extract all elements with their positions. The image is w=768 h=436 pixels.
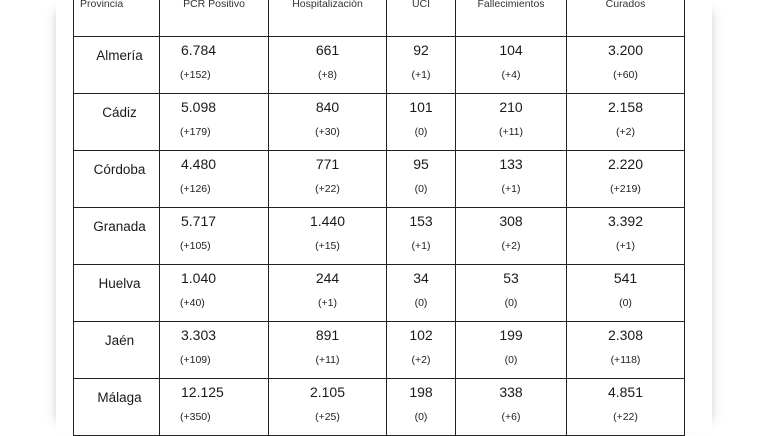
provincia-name: Almería [96, 48, 143, 63]
cell-uci [387, 151, 456, 208]
cell-pcr-positivo [160, 322, 269, 379]
cell-hospitalizacion [269, 37, 387, 94]
cell-provincia [74, 379, 160, 436]
hospitalizacion-change: (+15) [315, 240, 340, 252]
cell-fallecimientos [456, 208, 567, 265]
table-row [74, 37, 685, 94]
fallecimientos-value: 308 [499, 213, 523, 229]
pcr-positivo-change: (+40) [180, 297, 205, 309]
hospitalizacion-value: 244 [315, 270, 340, 286]
curados-value: 3.392 [607, 213, 644, 229]
fallecimientos-value: 53 [503, 270, 519, 286]
uci-change: (+1) [411, 240, 431, 252]
cell-fallecimientos [456, 94, 567, 151]
cell-fallecimientos [456, 322, 567, 379]
fallecimientos-change: (+4) [501, 69, 521, 81]
table-row [74, 265, 685, 322]
cell-curados [567, 208, 685, 265]
table-header-row [74, 0, 685, 37]
curados-change: (0) [619, 297, 632, 309]
fallecimientos-change: (+11) [498, 126, 524, 138]
cell-curados [567, 265, 685, 322]
pcr-positivo-value: 5.098 [181, 99, 217, 115]
cell-hospitalizacion [269, 94, 387, 151]
cell-curados [567, 379, 685, 436]
cell-provincia [74, 322, 160, 379]
cell-curados [567, 37, 685, 94]
pcr-positivo-change: (+179) [180, 126, 211, 138]
hospitalizacion-value: 1.440 [309, 213, 346, 229]
provincia-name: Huelva [98, 276, 141, 291]
uci-change: (0) [414, 126, 428, 138]
provincia-name: Cádiz [102, 105, 137, 120]
hospitalizacion-change: (+11) [315, 354, 340, 366]
hospitalizacion-value: 771 [315, 156, 340, 172]
curados-change: (+118) [610, 354, 641, 366]
pcr-positivo-value: 1.040 [181, 270, 217, 286]
hospitalizacion-change: (+1) [318, 297, 337, 309]
header-provincia: Provincia [74, 0, 160, 37]
hospitalizacion-change: (+25) [315, 411, 340, 423]
hospitalizacion-change: (+22) [315, 183, 340, 195]
fallecimientos-change: (+1) [501, 183, 521, 195]
curados-value: 2.308 [607, 327, 644, 343]
pcr-positivo-change: (+109) [180, 354, 211, 366]
cell-pcr-positivo [160, 37, 269, 94]
pcr-positivo-change: (+350) [180, 411, 211, 423]
table-row [74, 208, 685, 265]
pcr-positivo-change: (+152) [180, 69, 211, 81]
cell-provincia [74, 208, 160, 265]
pcr-positivo-change: (+105) [180, 240, 211, 252]
uci-value: 34 [413, 270, 429, 286]
cell-provincia [74, 151, 160, 208]
cell-pcr-positivo [160, 151, 269, 208]
cell-curados [567, 322, 685, 379]
fallecimientos-value: 338 [499, 384, 523, 400]
cell-fallecimientos [456, 265, 567, 322]
uci-change: (0) [414, 297, 428, 309]
curados-value: 541 [613, 270, 638, 286]
curados-value: 2.220 [607, 156, 644, 172]
cell-hospitalizacion [269, 379, 387, 436]
hospitalizacion-value: 891 [315, 327, 340, 343]
pcr-positivo-value: 12.125 [181, 384, 224, 400]
fallecimientos-value: 133 [499, 156, 523, 172]
hospitalizacion-change: (+30) [315, 126, 340, 138]
cell-uci [387, 94, 456, 151]
provincia-name: Granada [93, 219, 146, 234]
cell-hospitalizacion [269, 208, 387, 265]
curados-change: (+60) [613, 69, 638, 81]
cell-uci [387, 322, 456, 379]
curados-value: 4.851 [607, 384, 644, 400]
uci-value: 102 [409, 327, 433, 343]
cell-provincia [74, 94, 160, 151]
cell-fallecimientos [456, 37, 567, 94]
fallecimientos-value: 210 [499, 99, 523, 115]
fallecimientos-change: (0) [504, 297, 518, 309]
uci-change: (0) [414, 411, 428, 423]
cell-pcr-positivo [160, 208, 269, 265]
curados-value: 2.158 [607, 99, 644, 115]
provincia-name: Córdoba [93, 162, 146, 177]
uci-change: (0) [414, 183, 428, 195]
fallecimientos-value: 104 [499, 42, 523, 58]
provincia-name: Jaén [104, 333, 135, 348]
header-hospitalizacion: Hospitalización [269, 0, 387, 37]
cell-uci [387, 379, 456, 436]
table-row [74, 94, 685, 151]
cell-uci [387, 208, 456, 265]
uci-value: 101 [409, 99, 433, 115]
fallecimientos-change: (+2) [501, 240, 521, 252]
hospitalizacion-value: 2.105 [309, 384, 346, 400]
cell-uci [387, 265, 456, 322]
cell-pcr-positivo [160, 379, 269, 436]
table-row [74, 322, 685, 379]
hospitalizacion-value: 840 [315, 99, 340, 115]
header-uci: UCI [387, 0, 456, 37]
uci-value: 95 [413, 156, 429, 172]
cell-pcr-positivo [160, 265, 269, 322]
uci-change: (+2) [411, 354, 431, 366]
table-row [74, 379, 685, 436]
uci-value: 92 [413, 42, 429, 58]
cell-fallecimientos [456, 151, 567, 208]
pcr-positivo-value: 4.480 [181, 156, 217, 172]
header-fallecimientos: Fallecimientos [456, 0, 567, 37]
fallecimientos-value: 199 [499, 327, 523, 343]
cell-uci [387, 37, 456, 94]
pcr-positivo-change: (+126) [180, 183, 211, 195]
hospitalizacion-value: 661 [315, 42, 340, 58]
pcr-positivo-value: 3.303 [181, 327, 217, 343]
curados-value: 3.200 [607, 42, 644, 58]
cell-curados [567, 94, 685, 151]
header-pcr-positivo: PCR Positivo [160, 0, 269, 37]
cell-curados [567, 151, 685, 208]
cell-provincia [74, 37, 160, 94]
covid-data-table [73, 0, 685, 436]
cell-fallecimientos [456, 379, 567, 436]
cell-pcr-positivo [160, 94, 269, 151]
pcr-positivo-value: 6.784 [181, 42, 217, 58]
curados-change: (+22) [613, 411, 638, 423]
uci-value: 153 [409, 213, 433, 229]
table-row [74, 151, 685, 208]
cell-provincia [74, 265, 160, 322]
curados-change: (+2) [616, 126, 635, 138]
cell-hospitalizacion [269, 151, 387, 208]
hospitalizacion-change: (+8) [318, 69, 337, 81]
provincia-name: Málaga [97, 390, 142, 405]
curados-change: (+219) [610, 183, 641, 195]
curados-change: (+1) [616, 240, 635, 252]
header-curados: Curados [567, 0, 685, 37]
fallecimientos-change: (0) [504, 354, 518, 366]
fallecimientos-change: (+6) [501, 411, 521, 423]
cell-hospitalizacion [269, 322, 387, 379]
uci-change: (+1) [411, 69, 431, 81]
cell-hospitalizacion [269, 265, 387, 322]
uci-value: 198 [409, 384, 433, 400]
pcr-positivo-value: 5.717 [181, 213, 217, 229]
